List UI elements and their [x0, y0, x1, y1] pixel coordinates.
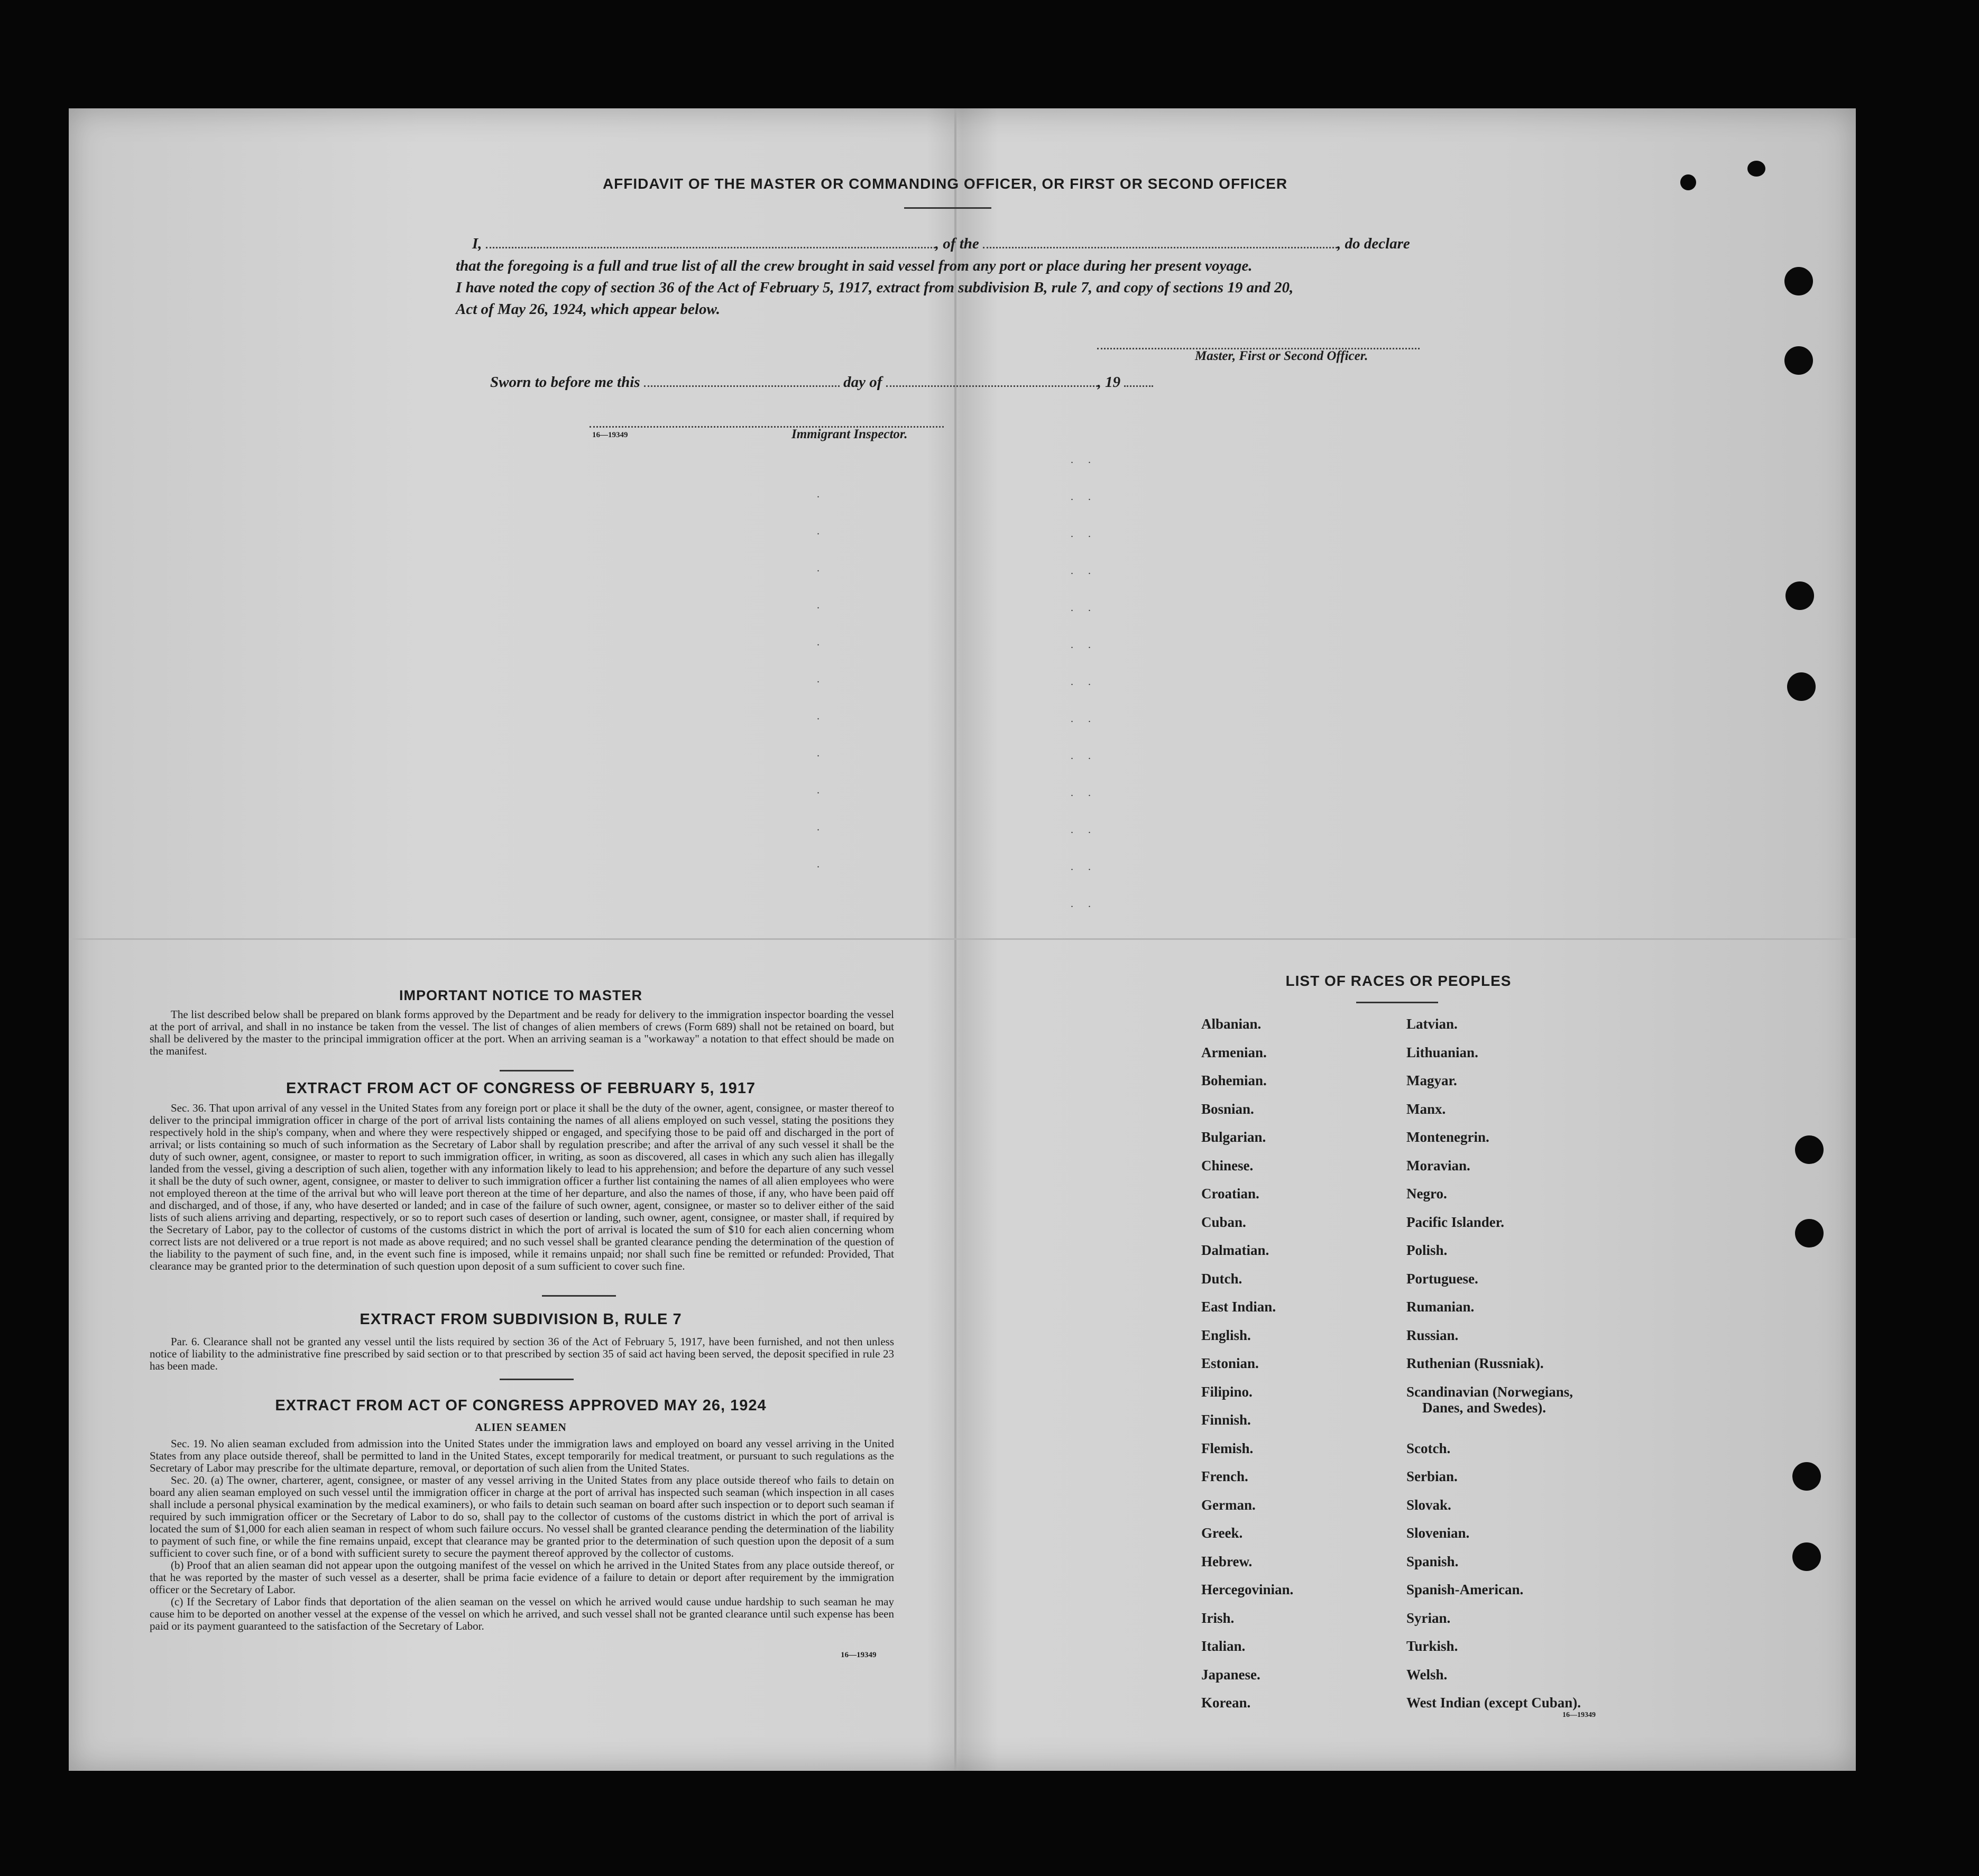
- ink-mark-icon: [1747, 161, 1765, 177]
- subdivision-b-text: [150, 1336, 894, 1372]
- extract-form-number: 16—19349: [841, 1651, 877, 1659]
- race-item: Negro.: [1406, 1186, 1447, 1202]
- sworn-day-field[interactable]: [644, 385, 840, 387]
- affidavit-of-the-label: , of the: [935, 235, 979, 252]
- sec-20b-paragraph: (b) Proof that an alien seaman did not appear upon the outgoing manifest of the vessel on which he arrived in the United States from any place outside thereof, or that he was reported by the master of such vessel as a deserter, shall be prima facie evidence of a failure to detain or deport after requirement by the immigration officer or the Secretary of Labor.: [150, 1559, 894, 1596]
- race-item: Dutch.: [1201, 1270, 1242, 1287]
- race-item: Italian.: [1201, 1638, 1246, 1654]
- races-form-number: 16—19349: [1562, 1711, 1596, 1719]
- race-item: Manx.: [1406, 1101, 1446, 1117]
- race-item: Serbian.: [1406, 1468, 1458, 1484]
- races-left-column: [1201, 1016, 1413, 1723]
- race-item: Magyar.: [1406, 1073, 1457, 1088]
- affidavit-do-declare-label: , do declare: [1337, 235, 1410, 252]
- affidavit-line-3: Act of May 26, 1924, which appear below.: [456, 301, 720, 318]
- race-item: Finnish.: [1201, 1412, 1251, 1428]
- race-item: Slovenian.: [1406, 1525, 1470, 1541]
- extract-1924-text: [150, 1438, 894, 1632]
- sworn-month-field[interactable]: [886, 385, 1098, 387]
- notice-paragraph: The list described below shall be prepared on blank forms approved by the Department and be ready for delivery to the immigration inspector boarding the vessel at the port of arrival, and shall in no instance be taken from the vessel. The list of changes of alien members of crews (Form 689) shall not be retained on board, but shall be delivered by the master to the principal immigration officer at the port. When an arriving seaman is a "workaway" a notation to that effect should be made on the manifest.: [150, 1008, 894, 1057]
- punch-hole-icon: [1785, 581, 1814, 610]
- sec-20c-paragraph: (c) If the Secretary of Labor finds that deportation of the alien seaman on the vessel on which he arrived would cause undue hardship to such seaman he may cause him to be deported on another vessel at the expense of the vessel on which he arrived, and such vessel shall not be granted clearance until such expense has been paid or its payment guaranteed to the satisfaction of the Secretary of Labor.: [150, 1595, 894, 1632]
- race-item: Chinese.: [1201, 1157, 1254, 1173]
- ink-mark-icon: [1680, 174, 1696, 190]
- race-item: East Indian.: [1201, 1299, 1276, 1315]
- section-divider: [500, 1379, 574, 1380]
- affidavit-i-label: I,: [472, 235, 482, 252]
- subdivision-b-title: EXTRACT FROM SUBDIVISION B, RULE 7: [360, 1311, 682, 1328]
- race-item: Hercegovinian.: [1201, 1582, 1294, 1597]
- race-item: Spanish.: [1406, 1553, 1459, 1569]
- master-signature-label: Master, First or Second Officer.: [1195, 349, 1368, 363]
- race-item: Bulgarian.: [1201, 1129, 1266, 1145]
- race-item: Syrian.: [1406, 1610, 1451, 1626]
- sec-19-paragraph: Sec. 19. No alien seaman excluded from admission into the United States under the immigration laws and employed on board any vessel arriving in the United States from any place outside thereof, shall be permitted to land in the United States, except temporarily for medical treatment, or pursuant to such regulations as the Secretary of Labor may prescribe for the ultimate departure, removal, or deportation of such alien from the United States.: [150, 1437, 894, 1474]
- race-item: Ruthenian (Russniak).: [1406, 1355, 1544, 1371]
- vessel-name-field[interactable]: [983, 247, 1337, 248]
- notice-title: IMPORTANT NOTICE TO MASTER: [399, 987, 642, 1003]
- affidavit-title: AFFIDAVIT OF THE MASTER OR COMMANDING OFFICER, OR FIRST OR SECOND OFFICER: [602, 175, 1288, 192]
- race-item: Greek.: [1201, 1525, 1243, 1541]
- race-item: Dalmatian.: [1201, 1242, 1269, 1258]
- day-of-label: day of: [843, 374, 882, 391]
- punch-hole-icon: [1792, 1542, 1821, 1571]
- sworn-label: Sworn to before me this: [490, 374, 640, 391]
- punch-hole-icon: [1784, 267, 1813, 295]
- punch-hole-icon: [1795, 1219, 1824, 1247]
- race-item: Irish.: [1201, 1610, 1235, 1626]
- race-item: Pacific Islander.: [1406, 1214, 1504, 1230]
- title-underline: [904, 207, 991, 209]
- race-item: Russian.: [1406, 1327, 1459, 1343]
- race-item: Lithuanian.: [1406, 1044, 1478, 1060]
- race-item: French.: [1201, 1468, 1248, 1484]
- alien-seamen-subtitle: ALIEN SEAMEN: [475, 1421, 567, 1434]
- race-item: Armenian.: [1201, 1044, 1267, 1060]
- race-item: Croatian.: [1201, 1186, 1259, 1202]
- par-6-paragraph: Par. 6. Clearance shall not be granted any vessel until the lists required by section 36 of the Act of February 5, 1917, have been furnished, and not then unless notice of liability to the administrative fine prescribed by said section or to that prescribed by section 35 of said act having been served, the deposit specified in rule 23 has been made.: [150, 1335, 894, 1372]
- race-item: Estonian.: [1201, 1355, 1259, 1371]
- punch-hole-icon: [1795, 1135, 1824, 1164]
- race-item: Japanese.: [1201, 1666, 1260, 1683]
- affiant-name-field[interactable]: [486, 247, 935, 248]
- race-item: Spanish-American.: [1406, 1582, 1524, 1597]
- race-item: Filipino.: [1201, 1383, 1253, 1400]
- race-item: Scotch.: [1406, 1440, 1451, 1456]
- punch-hole-icon: [1787, 672, 1816, 701]
- race-item: Bohemian.: [1201, 1073, 1267, 1088]
- sworn-year-field[interactable]: [1124, 385, 1153, 387]
- race-item: Welsh.: [1406, 1666, 1448, 1683]
- race-item: Danes, and Swedes).: [1422, 1399, 1547, 1416]
- race-item: Turkish.: [1406, 1638, 1458, 1654]
- inspector-label: Immigrant Inspector.: [791, 427, 908, 441]
- race-item: Montenegrin.: [1406, 1129, 1489, 1145]
- race-item: Cuban.: [1201, 1214, 1246, 1230]
- horizontal-fold: [69, 938, 1856, 940]
- race-item: Scandinavian (Norwegians,: [1406, 1383, 1573, 1400]
- races-right-column: [1406, 1016, 1644, 1723]
- race-item: Hebrew.: [1201, 1553, 1253, 1569]
- leader-dots: . . . . . . . . . . .: [817, 488, 834, 870]
- section-divider: [500, 1070, 574, 1071]
- leader-dots: .. .. .. .. .. .. .. .. .. .. .. .. ..: [1071, 454, 1106, 910]
- sec-20a-paragraph: Sec. 20. (a) The owner, charterer, agent, consignee, or master of any vessel arriving in the United States from any place outside thereof who fails to detain on board any alien seaman employed on such vessel until the immigration officer in charge at the port of arrival has inspected such seaman (which inspection in all cases shall include a personal physical examination by the medical examiners), or who fails to detain such seaman on board after such inspection or to deport such seaman if required by such immigration officer or the Secretary of Labor to do so, shall pay to the collector of customs of the customs district in which the port of arrival is located the sum of $1,000 for each alien seaman in respect of whom such failure occurs. No vessel shall be granted clearance pending the determination of the liability to payment of such fine, or while the fine remains unpaid, except that clearance may be granted prior to the determination of such question upon the deposit of a sum sufficient to cover such fine, or of a bond with sufficient surety to secure the payment thereof approved by the collector of customs.: [150, 1474, 894, 1559]
- punch-hole-icon: [1792, 1462, 1821, 1491]
- race-item: Bosnian.: [1201, 1101, 1254, 1117]
- race-item: Slovak.: [1406, 1496, 1451, 1513]
- race-item: Rumanian.: [1406, 1299, 1475, 1315]
- affidavit-line-2: I have noted the copy of section 36 of the Act of February 5, 1917, extract from subdivision B, rule 7, and copy of sections 19 and 20,: [456, 279, 1294, 296]
- race-item: German.: [1201, 1496, 1256, 1513]
- race-item: Albanian.: [1201, 1016, 1262, 1032]
- race-item: West Indian (except Cuban).: [1406, 1695, 1581, 1711]
- affidavit-form-number: 16—19349: [592, 431, 628, 439]
- section-36-paragraph: Sec. 36. That upon arrival of any vessel in the United States from any foreign port or place it shall be the duty of the owner, agent, consignee, or master thereof to deliver to the principal immigration officer in charge of the port of arrival lists containing the names of all aliens employed on such vessel, stating the positions they respectively hold in the ship's company, when and where they were respectively shipped or engaged, and specifying those to be paid off and discharged in the port of arrival; or lists containing so much of such information as the Secretary of Labor shall by regulation prescribe; and after the arrival of any such vessel it shall be the duty of such owner, agent, consignee, or master to report to such immigration officer, in writing, as soon as discovered, all cases in which any such alien has illegally landed from the vessel, giving a description of such alien, together with any information likely to lead to his apprehension; and before the departure of any such vessel it shall be the duty of such owner, agent, consignee, or master to deliver to such immigration officer a further list containing the names of all alien employees who were not employed thereon at the time of the arrival but who will leave port thereon at the time of her departure, and also the names of those, if any, who have been paid off and discharged, and of those, if any, who have deserted or landed; and in case of the failure of such owner, agent, consignee, or master so to deliver either of the said lists of such aliens arriving and departing, respectively, or so to report such cases of desertion or landing, such owner, agent, consignee, or master shall, if required by the Secretary of Labor, pay to the collector of customs of the customs district in which the port of arrival is located the sum of $10 for each alien concerning whom correct lists are not delivered or a true report is not made as above required; and no such vessel shall be granted clearance pending the determination of the question of the liability to the payment of such fine, and, in the event such fine is imposed, while it remains unpaid; nor shall such fine be remitted or refunded: Provided, That clearance may be granted prior to the determination of such question upon deposit of a sum sufficient to cover such fine.: [150, 1102, 894, 1272]
- sworn-line: [490, 374, 1153, 391]
- races-underline: [1356, 1002, 1438, 1003]
- race-item: Korean.: [1201, 1695, 1251, 1711]
- notice-text: [150, 1009, 894, 1057]
- race-item: Moravian.: [1406, 1157, 1470, 1173]
- race-item: English.: [1201, 1327, 1251, 1343]
- extract-1917-title: EXTRACT FROM ACT OF CONGRESS OF FEBRUARY 5, 1917: [286, 1080, 756, 1097]
- year-label: , 19: [1097, 374, 1121, 391]
- punch-hole-icon: [1784, 346, 1813, 375]
- affidavit-declaration-line: [472, 235, 1440, 253]
- affidavit-line-1: that the foregoing is a full and true list of all the crew brought in said vessel from any port or place during her present voyage.: [456, 257, 1253, 274]
- extract-1917-text: [150, 1102, 894, 1272]
- race-item: Polish.: [1406, 1242, 1448, 1258]
- races-title: LIST OF RACES OR PEOPLES: [1285, 973, 1512, 989]
- race-item: Flemish.: [1201, 1440, 1254, 1456]
- race-item: Portuguese.: [1406, 1270, 1478, 1287]
- race-item: Latvian.: [1406, 1016, 1458, 1032]
- extract-1924-title: EXTRACT FROM ACT OF CONGRESS APPROVED MAY 26, 1924: [275, 1397, 767, 1414]
- section-divider: [542, 1295, 616, 1297]
